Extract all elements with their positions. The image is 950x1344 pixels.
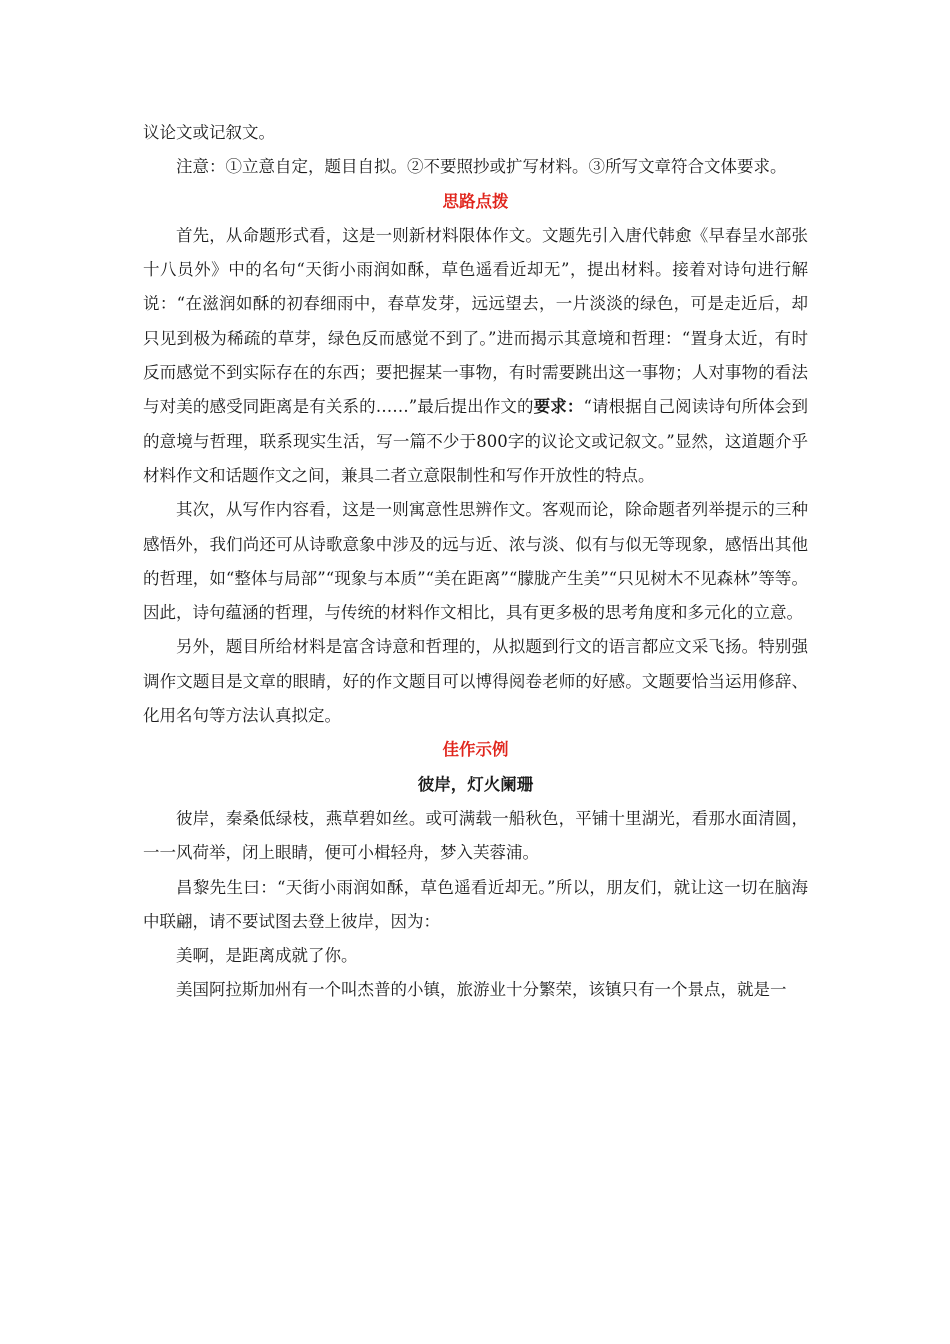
example-paragraph-1: 彼岸，秦桑低绿枝，燕草碧如丝。或可满载一船秋色，平铺十里湖光，看那水面清圆，一一风荷举，闭上眼睛，便可小楫轻舟，梦入芙蓉浦。 [143,808,808,863]
example-heading: 佳作示例 [442,740,509,760]
example-paragraph-2: 昌黎先生曰：“天街小雨润如酥，草色遥看近却无。”所以，朋友们，就让这一切在脑海中联翩，请不要试图去登上彼岸，因为： [143,877,808,931]
analysis-p1-text-before: 首先，从命题形式看，这是一则新材料限体作文。文题先引入唐代韩愈《早春呈水部张十八员外》中的名句“天街小雨润如酥，草色遥看近却无”，提出材料。接着对诗句进行解说：“在滋润如酥的初春细雨中，春草发芽，远远望去，一片淡淡的绿色，可是走近后，却只见到极为稀疏的草芽，绿色反而感觉不到了。”进而揭示其意境和哲理：“置身太近，有时反而感觉不到实际存在的东西；要把握某一事物，有时需要跳出这一事物；人对事物的看法与对美的感受同距离是有关系的……”最后提出作文的 [143,225,808,417]
document-page [143,116,808,1008]
example-paragraph-3: 美啊，是距离成就了你。 [176,946,358,966]
example-essay-title: 彼岸，灯火阑珊 [417,774,534,794]
analysis-paragraph-2: 其次，从写作内容看，这是一则寓意性思辨作文。客观而论，除命题者列举提示的三种感悟外，我们尚还可从诗歌意象中涉及的远与近、浓与淡、似有与似无等现象，感悟出其他的哲理，如“整体与局部”“现象与本质”“美在距离”“朦胧产生美”“只见树木不见森林”等等。因此，诗句蕴涵的哲理，与传统的材料作文相比，具有更多极的思考角度和多元化的立意。 [143,500,808,623]
intro-continuation: 议论文或记叙文。 [143,123,275,142]
intro-note: 注意：①立意自定，题目自拟。②不要照抄或扩写材料。③所写文章符合文体要求。 [176,157,787,177]
analysis-p1-text-after: “请根据自己阅读诗句所体会到的意境与哲理，联系现实生活，写一篇不少于800字的议论文或记叙文。”显然，这道题介乎材料作文和话题作文之间，兼具二者立意限制性和写作开放性的特点。 [143,397,809,485]
analysis-paragraph-3: 另外，题目所给材料是富含诗意和哲理的，从拟题到行文的语言都应文采飞扬。特别强调作文题目是文章的眼睛，好的作文题目可以博得阅卷老师的好感。文题要恰当运用修辞、化用名句等方法认真拟定。 [143,637,808,726]
analysis-paragraph-1 [143,219,808,493]
analysis-p1-bold-requirement: 要求： [533,397,584,417]
example-paragraph-4: 美国阿拉斯加州有一个叫杰普的小镇，旅游业十分繁荣，该镇只有一个景点，就是一 [176,980,787,1000]
analysis-heading: 思路点拨 [442,191,509,211]
